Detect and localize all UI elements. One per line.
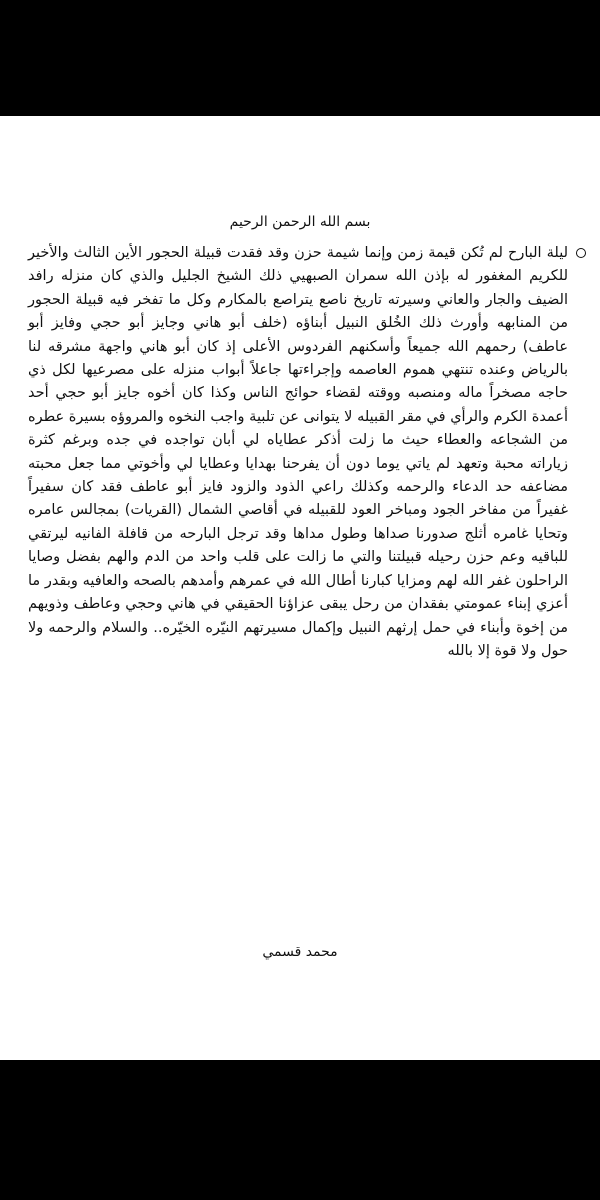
signature-name: محمد قسمي (262, 944, 338, 960)
letter-body (28, 242, 568, 663)
letter-paragraph: ليلة البارح لم تُكن قيمة زمن وإنما شيمة حزن وقد فقدت قبيلة الحجور الأين الثالث والأخير للكريم المغفور له بإذن الله سمران الصبهيي ذلك الشيخ الجليل والذي كان منزله رافد الضيف والجار والعاني وسيرته تاريخ ناصع يتراصع بالمكارم وكل ما تفخر فيه قبيلة الحجور من المنابهه وأورث ذلك الخُلق النبيل أبناؤه (خلف أبو هاني وجايز أبو حجي وفايز أبو عاطف) رحمهم الله جميعاً وأسكنهم الفردوس الأعلى إذ كان أبو هاني واجهة مشرقه لنا بالرياض وعنده تنتهي هموم العاصمه وإجراءتها جاعلاً أبواب منزله على مصرعيها لكل ذي حاجه مصخراً ماله ومنصبه ووقته لقضاء حوائج الناس وكذا كان أخوه جايز أبو حجي أحد أعمدة الكرم والرأي في مقر القبيله لا يتوانى عن تلبية واجب النخوه والمروؤه بسيرة عطره من الشجاعه والعطاء حيث ما زلت أذكر عطاياه لي أبان تواجده في جده وبرغم كثرة زياراته محبة وتعهد لم ياتي يوما دون أن يفرحنا بهدايا وعطايا لي وأخوتي مما جعل محبته مضاعفه حد الدعاء والرحمه وكذلك راعي الذود والزود فايز أبو عاطف فقد كان سفيراً غفيراً من مفاخر الجود ومباخر العود للقبيله في أقاصي الشمال (القريات) بمجالس عامره وتحايا غامره أثلج صدورنا صداها وطول مداها وقد ترجل البارحه من قافلة الفانيه ليرتقي للباقيه وعم حزن رحيله قبيلتنا والتي ما زالت على قلب واحد من الدم والهم بفضل وصايا الراحلون غفر الله لهم ومزايا كبارنا أطال الله في عمرهم وأمدهم بالصحه والعافيه وبقدر ما أعزي إبناء عمومتي بفقدان من رحل يبقى عزاؤنا الحقيقي في هاني وحجي وعاطف وذويهم من إخوة وأبناء في حمل إرثهم النبيل وإكمال مسيرتهم النيّره الخيّره.. والسلام والرحمه ولا حول ولا قوة إلا بالله (28, 245, 568, 659)
document-page (0, 116, 600, 1060)
bullet-circle-icon (576, 248, 586, 258)
basmala-heading: بسم الله الرحمن الرحيم (229, 214, 371, 230)
